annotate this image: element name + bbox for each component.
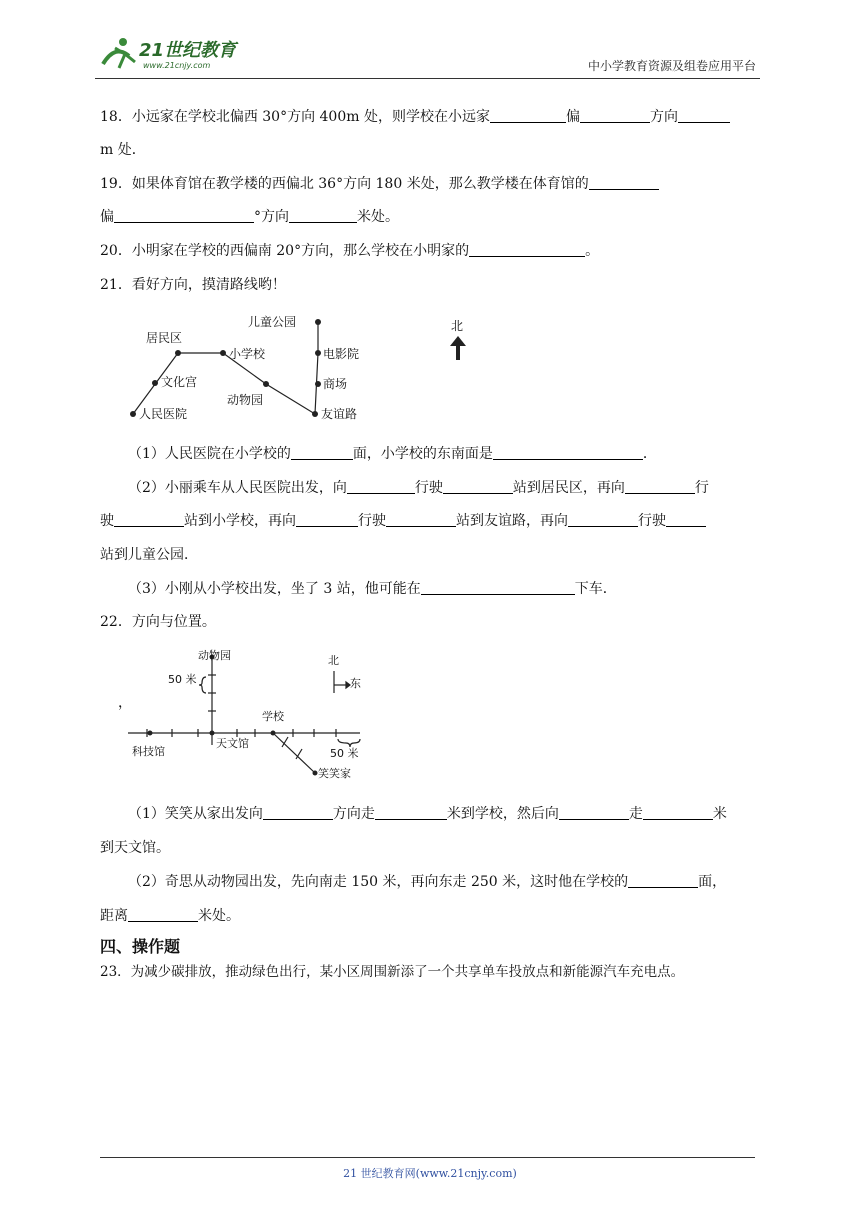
- q22-p1-line1: （1）笑笑从家出发向 方向走 米到学校，然后向 走 米: [128, 806, 727, 822]
- q21-route-map: [125, 312, 485, 432]
- answer-blank[interactable]: [559, 805, 629, 820]
- q19-line2: 偏 °方向 米处。: [100, 209, 399, 225]
- answer-blank[interactable]: [625, 479, 695, 494]
- q22-p2-line2: 距离 米处。: [100, 908, 240, 924]
- answer-blank[interactable]: [443, 479, 513, 494]
- map-point: [263, 381, 269, 387]
- compass-icon: [334, 671, 350, 693]
- place-label: 文化宫: [161, 375, 198, 389]
- place-label: 居民区: [146, 331, 183, 345]
- answer-blank[interactable]: [568, 512, 638, 527]
- answer-blank[interactable]: [263, 805, 333, 820]
- comma-mark: ，: [118, 695, 132, 711]
- map-point: [152, 380, 158, 386]
- school-label: 学校: [262, 710, 284, 723]
- page-header: [95, 28, 760, 79]
- q23-text: 23．为减少碳排放，推动绿色出行，某小区周围新添了一个共享单车投放点和新能源汽车充电点。: [100, 964, 685, 980]
- answer-blank[interactable]: [493, 445, 643, 460]
- answer-blank[interactable]: [678, 108, 730, 123]
- answer-blank[interactable]: [666, 512, 706, 527]
- answer-blank[interactable]: [386, 512, 456, 527]
- north-label: 北: [451, 319, 464, 333]
- map-point: [220, 350, 226, 356]
- place-label: 动物园: [227, 393, 264, 407]
- answer-blank[interactable]: [469, 242, 585, 257]
- answer-blank[interactable]: [421, 580, 575, 595]
- q21-title: 21．看好方向，摸清路线哟！: [100, 277, 286, 293]
- place-label: 商场: [323, 377, 348, 391]
- scale-v-label: 50 米: [168, 673, 197, 686]
- map-point: [315, 381, 321, 387]
- place-label: 小学校: [229, 347, 266, 361]
- answer-blank[interactable]: [490, 108, 566, 123]
- q22-position-map: [110, 645, 380, 785]
- q21-p3: （3）小刚从小学校出发，坐了 3 站，他可能在 下车．: [128, 581, 617, 597]
- answer-blank[interactable]: [580, 108, 650, 123]
- q21-p2-line1: （2）小丽乘车从人民医院出发，向 行驶 站到居民区，再向 行: [128, 480, 709, 496]
- place-label: 友谊路: [321, 407, 358, 421]
- q22-p1-line2: 到天文馆。: [100, 840, 170, 856]
- place-label: 儿童公园: [248, 315, 297, 329]
- answer-blank[interactable]: [291, 445, 353, 460]
- q19-line1: 19．如果体育馆在教学楼的西偏北 36°方向 180 米处，那么教学楼在体育馆的: [100, 174, 762, 194]
- zoo-label: 动物园: [198, 649, 231, 662]
- east-label: 东: [350, 677, 361, 690]
- q22-title: 22．方向与位置。: [100, 614, 216, 630]
- answer-blank[interactable]: [589, 175, 659, 190]
- q20-line: 20．小明家在学校的西偏南 20°方向，那么学校在小明家的 。: [100, 243, 600, 259]
- map-point: [315, 319, 321, 325]
- q21-p2-line2: 驶 站到小学校，再向 行驶 站到友谊路，再向 行驶: [100, 511, 762, 531]
- map-point: [315, 350, 321, 356]
- logo-url: www.21cnjy.com: [143, 61, 211, 70]
- footer-rule: [100, 1157, 755, 1158]
- q18-line2: m 处．: [100, 142, 146, 158]
- place-label: 电影院: [323, 347, 360, 361]
- logo-text: 21世纪教育: [139, 40, 237, 61]
- answer-blank[interactable]: [289, 208, 357, 223]
- map-point: [130, 411, 136, 417]
- answer-blank[interactable]: [628, 873, 698, 888]
- map-point: [175, 350, 181, 356]
- answer-blank[interactable]: [375, 805, 447, 820]
- q22-p2-line1: （2）奇思从动物园出发，先向南走 150 米，再向东走 250 米，这时他在学校的 面，: [128, 874, 727, 890]
- answer-blank[interactable]: [347, 479, 415, 494]
- answer-blank[interactable]: [114, 512, 184, 527]
- answer-blank[interactable]: [128, 907, 198, 922]
- answer-blank[interactable]: [296, 512, 358, 527]
- place-label: 人民医院: [139, 407, 188, 421]
- north-label: 北: [328, 654, 339, 667]
- science-label: 科技馆: [132, 745, 165, 758]
- scale-h-label: 50 米: [330, 747, 359, 760]
- home-label: 笑笑家: [318, 767, 351, 780]
- footer-text: 21 世纪教育网(www.21cnjy.com): [343, 1167, 517, 1180]
- answer-blank[interactable]: [643, 805, 713, 820]
- observatory-label: 天文馆: [216, 737, 249, 750]
- north-arrow-icon: [450, 336, 466, 360]
- q21-p1: （1）人民医院在小学校的 面，小学校的东南面是 ．: [128, 446, 657, 462]
- platform-name: 中小学教育资源及组卷应用平台: [587, 59, 756, 73]
- q18-line1: 18．小远家在学校北偏西 30°方向 400m 处，则学校在小远家 偏 方向: [100, 107, 762, 127]
- site-logo: [95, 34, 265, 74]
- map-point: [312, 411, 318, 417]
- answer-blank[interactable]: [114, 208, 254, 223]
- q21-p2-line3: 站到儿童公园．: [100, 547, 198, 563]
- section-heading: 四、操作题: [100, 937, 181, 956]
